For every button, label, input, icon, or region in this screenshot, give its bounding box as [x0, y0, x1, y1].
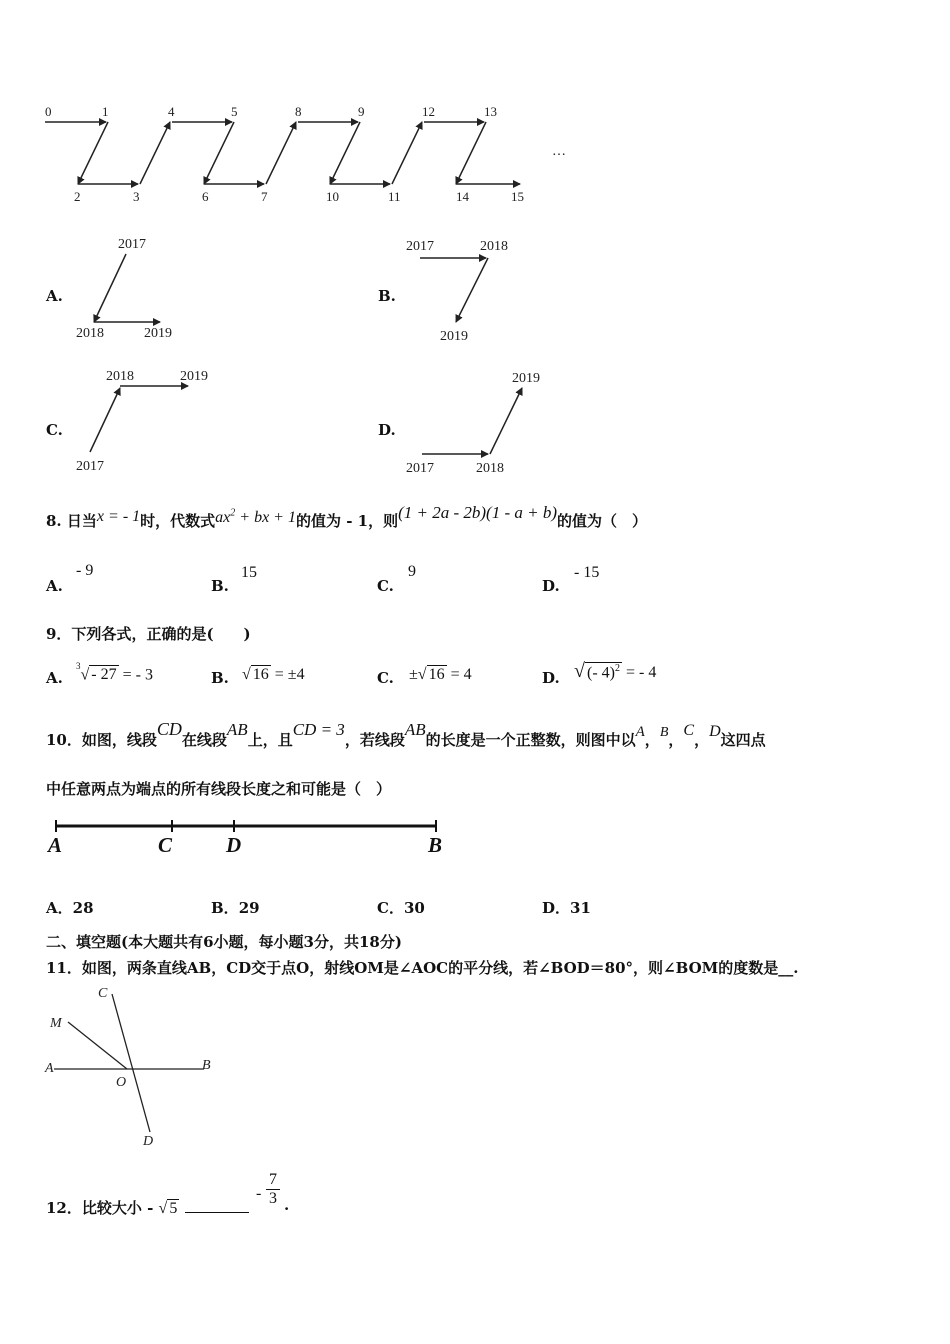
- zig-label: 1: [102, 104, 109, 119]
- q10-text: ，: [644, 731, 660, 749]
- option-value: 29: [238, 899, 260, 917]
- q11-stem: 11．如图，两条直线AB，CD交于点O，射线OM是∠AOC的平分线，若∠BOD＝80°，则∠BOM的度数是__.: [46, 959, 799, 977]
- option-b-figure: [402, 234, 532, 346]
- q10-line1: [46, 719, 766, 750]
- option-letter: D．: [542, 899, 571, 917]
- arrow-7-8: [266, 122, 296, 184]
- q8-number: 8.: [46, 512, 62, 530]
- ellipsis: …: [552, 144, 566, 159]
- q10-option-d[interactable]: [542, 897, 591, 918]
- q10-math: AB: [404, 720, 426, 739]
- q10-text: ，: [694, 731, 710, 749]
- option-letter: A.: [46, 577, 63, 595]
- zig-label: 0: [45, 104, 52, 119]
- year-label: 2018: [76, 326, 104, 341]
- arrow-2018-2019: [456, 258, 488, 322]
- option-value: 31: [570, 899, 591, 917]
- zig-label: 15: [511, 189, 524, 204]
- q8-math-part: + bx + 1: [235, 509, 296, 526]
- zig-label: 9: [358, 104, 365, 119]
- point-label-c: C: [98, 986, 108, 1001]
- q8-stem: [46, 503, 648, 531]
- q8-math: [215, 509, 296, 526]
- q9-option-d-value: [574, 660, 656, 683]
- q12-sqrt: [159, 1200, 180, 1217]
- radical-sign: √: [158, 1200, 168, 1217]
- point-label-a: A: [45, 1061, 54, 1076]
- radicand-base: (- 4): [586, 664, 615, 681]
- arrow-13-14: [456, 122, 486, 184]
- year-label: 2019: [180, 369, 208, 384]
- q9-option-a[interactable]: A.: [46, 669, 63, 687]
- radical-sign: √: [80, 666, 90, 684]
- fraction: [266, 1171, 280, 1208]
- arrow-2017-2018: [90, 388, 120, 452]
- q12-fraction: [266, 1171, 280, 1208]
- ray-om: [68, 1022, 127, 1069]
- q10-text: 这四点: [720, 731, 766, 749]
- radicand-sup: 2: [614, 662, 620, 674]
- q8-option-a-value: - 9: [76, 562, 94, 579]
- q9-option-c[interactable]: C.: [377, 669, 394, 687]
- point-label-o: O: [116, 1075, 127, 1090]
- q8-option-b-value: 15: [241, 564, 257, 581]
- radical-sign: √: [242, 666, 251, 683]
- year-label: 2017: [406, 461, 434, 476]
- radical-sign: √: [574, 660, 585, 682]
- option-letter: C.: [377, 577, 394, 595]
- expr-rest: = 4: [446, 666, 472, 683]
- q10-math: D: [709, 723, 721, 740]
- arrow-2017-2018: [94, 254, 126, 322]
- q12-period: .: [284, 1196, 290, 1214]
- zig-label: 4: [168, 104, 175, 119]
- option-letter: A．: [46, 899, 73, 917]
- zig-label: 12: [422, 104, 435, 119]
- point-label-m: M: [50, 1016, 62, 1031]
- radicand: 5: [169, 1200, 178, 1217]
- point-label-a: A: [48, 833, 63, 857]
- q8-text: 的值为（ ）: [557, 512, 648, 530]
- expr-rest: = ±4: [270, 666, 305, 683]
- q12-stem: [46, 1197, 249, 1218]
- q10-text: ，: [668, 731, 684, 749]
- option-value: 28: [72, 899, 94, 917]
- point-label-c: C: [158, 833, 173, 857]
- q10-text: 如图，线段: [81, 731, 157, 749]
- q9-option-a-value: [76, 661, 153, 684]
- radicand: [585, 662, 622, 682]
- q10-option-b[interactable]: [211, 897, 260, 918]
- option-d-figure: [402, 366, 562, 478]
- option-a-figure: [70, 232, 190, 342]
- q8-option-a[interactable]: [46, 577, 63, 595]
- radicand: 16: [252, 666, 269, 683]
- point-label-d: D: [143, 1134, 154, 1149]
- zig-label: 8: [295, 104, 302, 119]
- q10-text: 的长度是一个正整数，则图中以: [425, 731, 636, 749]
- arrow-9-10: [330, 122, 360, 184]
- radical-sign: √: [417, 666, 427, 683]
- year-label: 2017: [118, 237, 146, 252]
- q8-option-d[interactable]: [542, 577, 560, 595]
- q9-option-d[interactable]: D.: [542, 669, 560, 687]
- q9-stem: 9．下列各式，正确的是( ): [46, 625, 251, 643]
- zig-label: 6: [202, 189, 209, 204]
- arrow-5-6: [204, 122, 234, 184]
- q8-math-sup: 2: [230, 507, 236, 519]
- zig-label: 3: [133, 189, 140, 204]
- radicand: - 27: [91, 666, 117, 684]
- option-d-letter[interactable]: D.: [378, 421, 396, 439]
- q8-text: 的值为 - 1，则: [295, 512, 399, 530]
- option-c-figure: [70, 366, 230, 478]
- year-label: 2017: [76, 459, 104, 474]
- answer-blank[interactable]: [185, 1198, 249, 1213]
- expr-prefix: ±: [409, 666, 418, 683]
- q9-option-b[interactable]: B.: [211, 669, 229, 687]
- q10-option-a[interactable]: [46, 897, 94, 918]
- q10-line2: 中任意两点为端点的所有线段长度之和可能是（ ）: [46, 780, 392, 798]
- zig-label: 11: [388, 189, 401, 204]
- fraction-numerator: 7: [269, 1171, 277, 1188]
- expr-rest: = - 4: [621, 664, 657, 681]
- zig-label: 5: [231, 104, 238, 119]
- year-label: 2019: [144, 326, 172, 341]
- q10-text: ，若线段: [344, 731, 405, 749]
- root-index: 3: [76, 661, 81, 671]
- year-label: 2018: [480, 239, 508, 254]
- arrow-3-4: [140, 122, 170, 184]
- q10-text: 在线段: [181, 731, 227, 749]
- option-b-letter[interactable]: B.: [378, 287, 396, 305]
- q10-math: C: [683, 722, 695, 739]
- year-label: 2017: [406, 239, 434, 254]
- zig-label: 7: [261, 189, 268, 204]
- point-label-d: D: [226, 833, 242, 857]
- zig-label: 2: [74, 189, 81, 204]
- year-label: 2018: [476, 461, 504, 476]
- q10-text: 上，且: [247, 731, 293, 749]
- year-label: 2019: [512, 371, 540, 386]
- option-a-letter[interactable]: A.: [46, 287, 63, 305]
- zig-label: 10: [326, 189, 339, 204]
- point-label-b: B: [428, 833, 443, 857]
- q9-option-b-value: [242, 665, 305, 684]
- zig-label: 14: [456, 189, 469, 204]
- q11-figure: [40, 980, 230, 1152]
- q10-math: B: [659, 725, 669, 740]
- fraction-denominator: 3: [269, 1190, 277, 1207]
- q8-text: 日当: [66, 512, 97, 530]
- q10-math: AB: [226, 720, 248, 739]
- year-label: 2019: [440, 329, 468, 344]
- zigzag-figure: [40, 100, 540, 210]
- q10-math: A: [635, 724, 645, 740]
- q8-text: 时，代数式: [140, 512, 216, 530]
- q8-option-c[interactable]: [377, 577, 394, 595]
- q12-minus: -: [256, 1185, 262, 1202]
- year-label: 2018: [106, 369, 134, 384]
- option-c-letter[interactable]: C.: [46, 421, 63, 439]
- option-letter: B．: [211, 899, 239, 917]
- expr-rest: = - 3: [118, 666, 153, 684]
- q8-math-part: ax: [215, 509, 231, 526]
- q9-option-c-value: [409, 665, 472, 684]
- arrow-1-2: [78, 122, 108, 184]
- q8-option-c-value: 9: [408, 563, 416, 580]
- q8-option-b[interactable]: [211, 577, 229, 595]
- radicand: 16: [428, 666, 445, 683]
- option-letter: B.: [211, 577, 229, 595]
- q10-math: CD = 3: [292, 720, 345, 739]
- section-heading: 二、填空题(本大题共有6小题，每小题3分，共18分): [46, 933, 402, 951]
- q10-segment-figure: [44, 812, 456, 860]
- zig-label: 13: [484, 104, 497, 119]
- q8-math: x = - 1: [96, 508, 141, 525]
- q8-math: (1 + 2a - 2b)(1 - a + b): [398, 503, 558, 522]
- line-cd: [112, 994, 150, 1132]
- option-letter: C．: [377, 899, 404, 917]
- option-letter: D.: [542, 577, 560, 595]
- q10-number: 10．: [46, 731, 82, 749]
- arrow-2018-2019: [490, 388, 522, 454]
- q10-math: CD: [156, 719, 182, 739]
- q12-text: 12．比较大小 -: [46, 1199, 159, 1217]
- option-value: 30: [403, 899, 425, 917]
- arrow-11-12: [392, 122, 422, 184]
- point-label-b: B: [202, 1058, 211, 1073]
- q10-option-c[interactable]: [377, 897, 425, 918]
- q8-option-d-value: - 15: [574, 564, 600, 581]
